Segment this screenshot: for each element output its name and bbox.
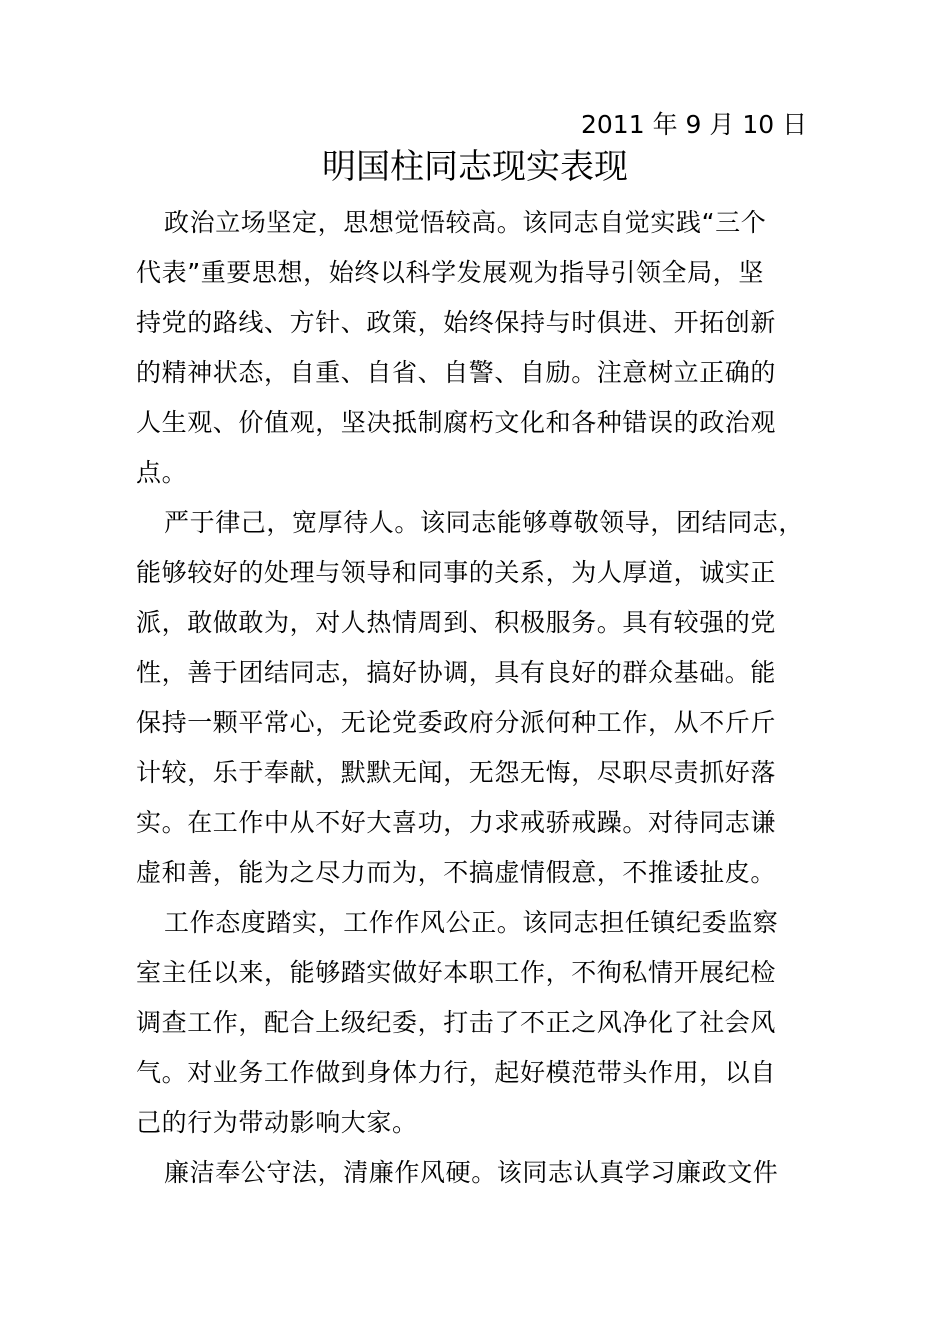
paragraph-work-attitude <box>136 898 816 1148</box>
paragraph-integrity <box>136 1148 816 1198</box>
text-line: 计较，乐于奉献，默默无闻，无怨无悔，尽职尽责抓好落 <box>136 758 777 787</box>
text-line: 室主任以来，能够踏实做好本职工作，不徇私情开展纪检 <box>136 958 777 987</box>
document-title: 明国柱同志现实表现 <box>322 147 628 187</box>
text-line: 保持一颗平常心，无论党委政府分派何种工作，从不斤斤 <box>136 708 777 737</box>
text-line: 人生观、价值观，坚决抵制腐朽文化和各种错误的政治观 <box>136 408 777 437</box>
text-line: 虚和善，能为之尽力而为，不搞虚情假意，不推诿扯皮。 <box>136 858 777 887</box>
text-line: 点。 <box>136 458 188 487</box>
text-line: 政治立场坚定，思想觉悟较高。该同志自觉实践“三个 <box>164 208 767 237</box>
document-body <box>136 198 816 1198</box>
text-line: 持党的路线、方针、政策，始终保持与时俱进、开拓创新 <box>136 308 777 337</box>
text-line: 派，敢做敢为，对人热情周到、积极服务。具有较强的党 <box>136 608 777 637</box>
paragraph-political-stance <box>136 198 816 498</box>
text-line: 廉洁奉公守法，清廉作风硬。该同志认真学习廉政文件 <box>164 1158 779 1187</box>
text-line: 代表”重要思想，始终以科学发展观为指导引领全局，坚 <box>136 258 764 287</box>
text-line: 性，善于团结同志，搞好协调，具有良好的群众基础。能 <box>136 658 777 687</box>
document-date: 2011 年 9 月 10 日 <box>581 110 808 139</box>
text-line: 的精神状态，自重、自省、自警、自励。注意树立正确的 <box>136 358 777 387</box>
text-line: 工作态度踏实，工作作风公正。该同志担任镇纪委监察 <box>164 908 779 937</box>
text-line: 实。在工作中从不好大喜功，力求戒骄戒躁。对待同志谦 <box>136 808 777 837</box>
text-line: 气。对业务工作做到身体力行，起好模范带头作用，以自 <box>136 1058 777 1087</box>
text-line: 严于律己，宽厚待人。该同志能够尊敬领导，团结同志， <box>164 508 805 537</box>
text-line: 调查工作，配合上级纪委，打击了不正之风净化了社会风 <box>136 1008 777 1037</box>
text-line: 己的行为带动影响大家。 <box>136 1108 418 1137</box>
text-line: 能够较好的处理与领导和同事的关系，为人厚道，诚实正 <box>136 558 777 587</box>
paragraph-self-discipline <box>136 498 816 898</box>
